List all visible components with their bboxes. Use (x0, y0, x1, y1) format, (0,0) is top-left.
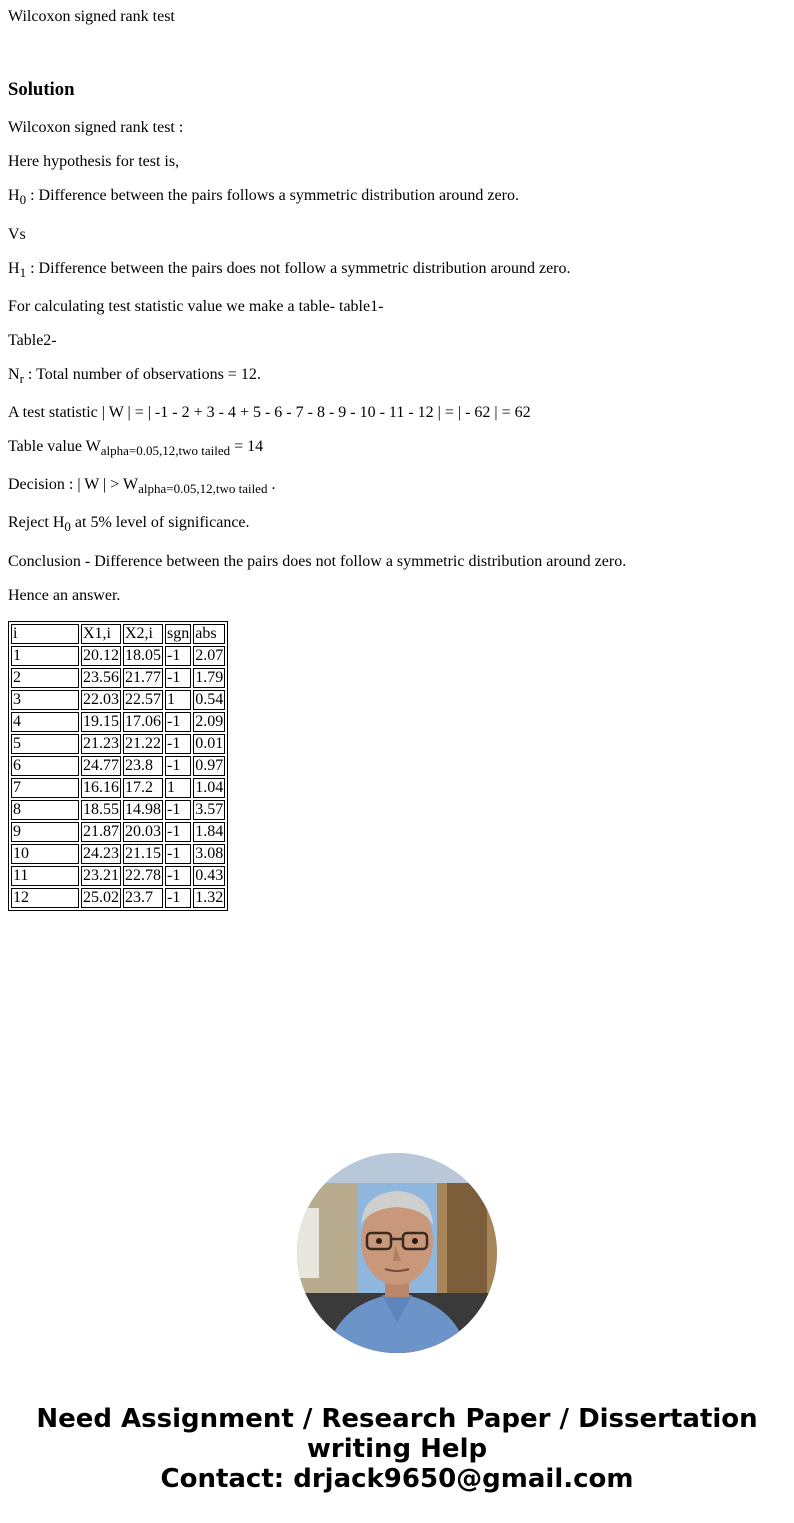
table-row (11, 756, 225, 776)
solution-heading: Solution (8, 79, 75, 100)
table-row (11, 668, 225, 688)
table-cell: 24.77 (83, 757, 119, 774)
table-row (11, 888, 225, 908)
table-cell: 22.03 (83, 691, 119, 708)
h1-letter: H (8, 260, 20, 277)
table-cell: 6 (11, 756, 79, 776)
table-cell: 1 (165, 778, 191, 798)
decision-prefix: Decision : | W | > W (8, 476, 139, 493)
reject-prefix: Reject H (8, 514, 65, 531)
h1-subscript: 1 (19, 265, 27, 281)
table-cell: 1.04 (195, 779, 224, 796)
table-cell: 19.15 (83, 713, 119, 730)
table-cell: 18.05 (125, 647, 161, 664)
nr-subscript: r (19, 371, 24, 387)
table-header-cell: i (11, 624, 79, 644)
data-table (8, 621, 228, 911)
h1-text: : Difference between the pairs does not follow a symmetric distribution around zero. (26, 260, 571, 277)
promo-contact: Contact: drjack9650@gmail.com (160, 1464, 634, 1494)
table-cell: -1 (165, 888, 191, 908)
table-row (11, 778, 225, 798)
table-value (8, 438, 264, 459)
table-cell: 21.87 (83, 823, 119, 840)
table-cell: -1 (165, 844, 191, 864)
table-header-row (11, 624, 225, 644)
reject-suffix: at 5% level of significance. (70, 514, 250, 531)
table-cell: 3 (11, 690, 79, 710)
table-row (11, 800, 225, 820)
table-header-cell: X1,i (81, 624, 121, 644)
table-cell: 2 (11, 668, 79, 688)
table-value-suffix: = 14 (230, 438, 264, 455)
table-row (11, 734, 225, 754)
table-cell: -1 (165, 712, 191, 732)
promo-line-1: Need Assignment / Research Paper / Dissertation (36, 1404, 758, 1434)
person-photo-icon (297, 1153, 497, 1353)
table-cell: 20.12 (83, 647, 119, 664)
table-cell: 0.97 (195, 757, 224, 774)
table-cell: 8 (11, 800, 79, 820)
table-cell: 1.79 (195, 669, 224, 686)
intro-text: Wilcoxon signed rank test : (8, 119, 184, 136)
table-value-subscript: alpha=0.05,12,two tailed (100, 443, 231, 459)
table-cell: -1 (165, 646, 191, 666)
table-cell: 1 (165, 690, 191, 710)
table-cell: -1 (165, 822, 191, 842)
table-cell: 20.03 (125, 823, 161, 840)
table-cell: 22.78 (125, 867, 161, 884)
table-cell: 23.56 (83, 669, 119, 686)
table-cell: -1 (165, 800, 191, 820)
table-cell: 3.57 (195, 801, 224, 818)
table2-label: Table2- (8, 332, 57, 349)
table-cell: 0.01 (195, 735, 224, 752)
table-cell: 9 (11, 822, 79, 842)
table-cell: 23.7 (123, 888, 163, 908)
table-row (11, 712, 225, 732)
table-row (11, 844, 225, 864)
table-cell: 23.8 (123, 756, 163, 776)
table-row (11, 646, 225, 666)
table-cell: 10 (11, 844, 79, 864)
table-cell: 22.57 (125, 691, 161, 708)
table-cell: 21.23 (83, 735, 119, 752)
decision-suffix: . (267, 476, 276, 493)
table-cell: 23.21 (83, 867, 119, 884)
table-cell: 11 (11, 866, 79, 886)
conclusion: Conclusion - Difference between the pairs does not follow a symmetric distribution around zero. (8, 553, 627, 570)
table-row (11, 690, 225, 710)
table-row (11, 866, 225, 886)
nr-text: : Total number of observations = 12. (23, 366, 261, 383)
table-cell: 3.08 (195, 845, 224, 862)
table-cell: -1 (165, 866, 191, 886)
question-title: Wilcoxon signed rank test (8, 8, 175, 25)
table-intro: For calculating test statistic value we make a table- table1- (8, 298, 384, 315)
table-cell: 18.55 (83, 801, 119, 818)
answer-text: Hence an answer. (8, 587, 121, 604)
table-cell: 0.43 (195, 867, 224, 884)
table-cell: 25.02 (83, 889, 119, 906)
table-cell: -1 (165, 756, 191, 776)
h0-letter: H (8, 187, 20, 204)
table-value-prefix: Table value W (8, 438, 101, 455)
table-cell: -1 (165, 734, 191, 754)
h0-text: : Difference between the pairs follows a symmetric distribution around zero. (26, 187, 519, 204)
decision (8, 476, 276, 497)
alternative-hypothesis (8, 260, 571, 281)
table-header-cell: abs (193, 624, 225, 644)
table-cell: 0.54 (195, 691, 224, 708)
h0-subscript: 0 (19, 192, 27, 208)
nr-letter: N (8, 366, 20, 383)
table-cell: 16.16 (83, 779, 119, 796)
reject-statement (8, 514, 250, 535)
decision-subscript: alpha=0.05,12,two tailed (138, 481, 268, 497)
test-statistic: A test statistic | W | = | -1 - 2 + 3 - 4 + 5 - 6 - 7 - 8 - 9 - 10 - 11 - 12 | = | - 62 | = 62 (8, 404, 531, 421)
table-cell: 2.07 (195, 647, 224, 664)
table-cell: -1 (165, 668, 191, 688)
hypothesis-intro: Here hypothesis for test is, (8, 153, 180, 170)
table-cell: 21.77 (125, 669, 161, 686)
table-cell: 1 (11, 646, 79, 666)
reject-subscript: 0 (64, 519, 71, 535)
table-cell: 21.15 (125, 845, 161, 862)
table-cell: 24.23 (83, 845, 119, 862)
table-cell: 7 (11, 778, 79, 798)
versus-text: Vs (8, 226, 26, 243)
table-cell: 1.32 (195, 889, 224, 906)
table-cell: 4 (11, 712, 79, 732)
null-hypothesis (8, 187, 519, 208)
table-cell: 14.98 (125, 801, 161, 818)
table-header-cell: X2,i (123, 624, 163, 644)
table-cell: 12 (11, 888, 79, 908)
promo-line-2: writing Help (306, 1434, 488, 1464)
table-row (11, 822, 225, 842)
table-cell: 1.84 (195, 823, 224, 840)
author-avatar (297, 1153, 497, 1353)
table-cell: 2.09 (195, 713, 224, 730)
table-cell: 17.2 (123, 778, 163, 798)
table-cell: 17.06 (125, 713, 161, 730)
table-header-cell: sgn (167, 625, 190, 642)
table-cell: 21.22 (125, 735, 161, 752)
observations-count (8, 366, 261, 387)
table-cell: 5 (11, 734, 79, 754)
